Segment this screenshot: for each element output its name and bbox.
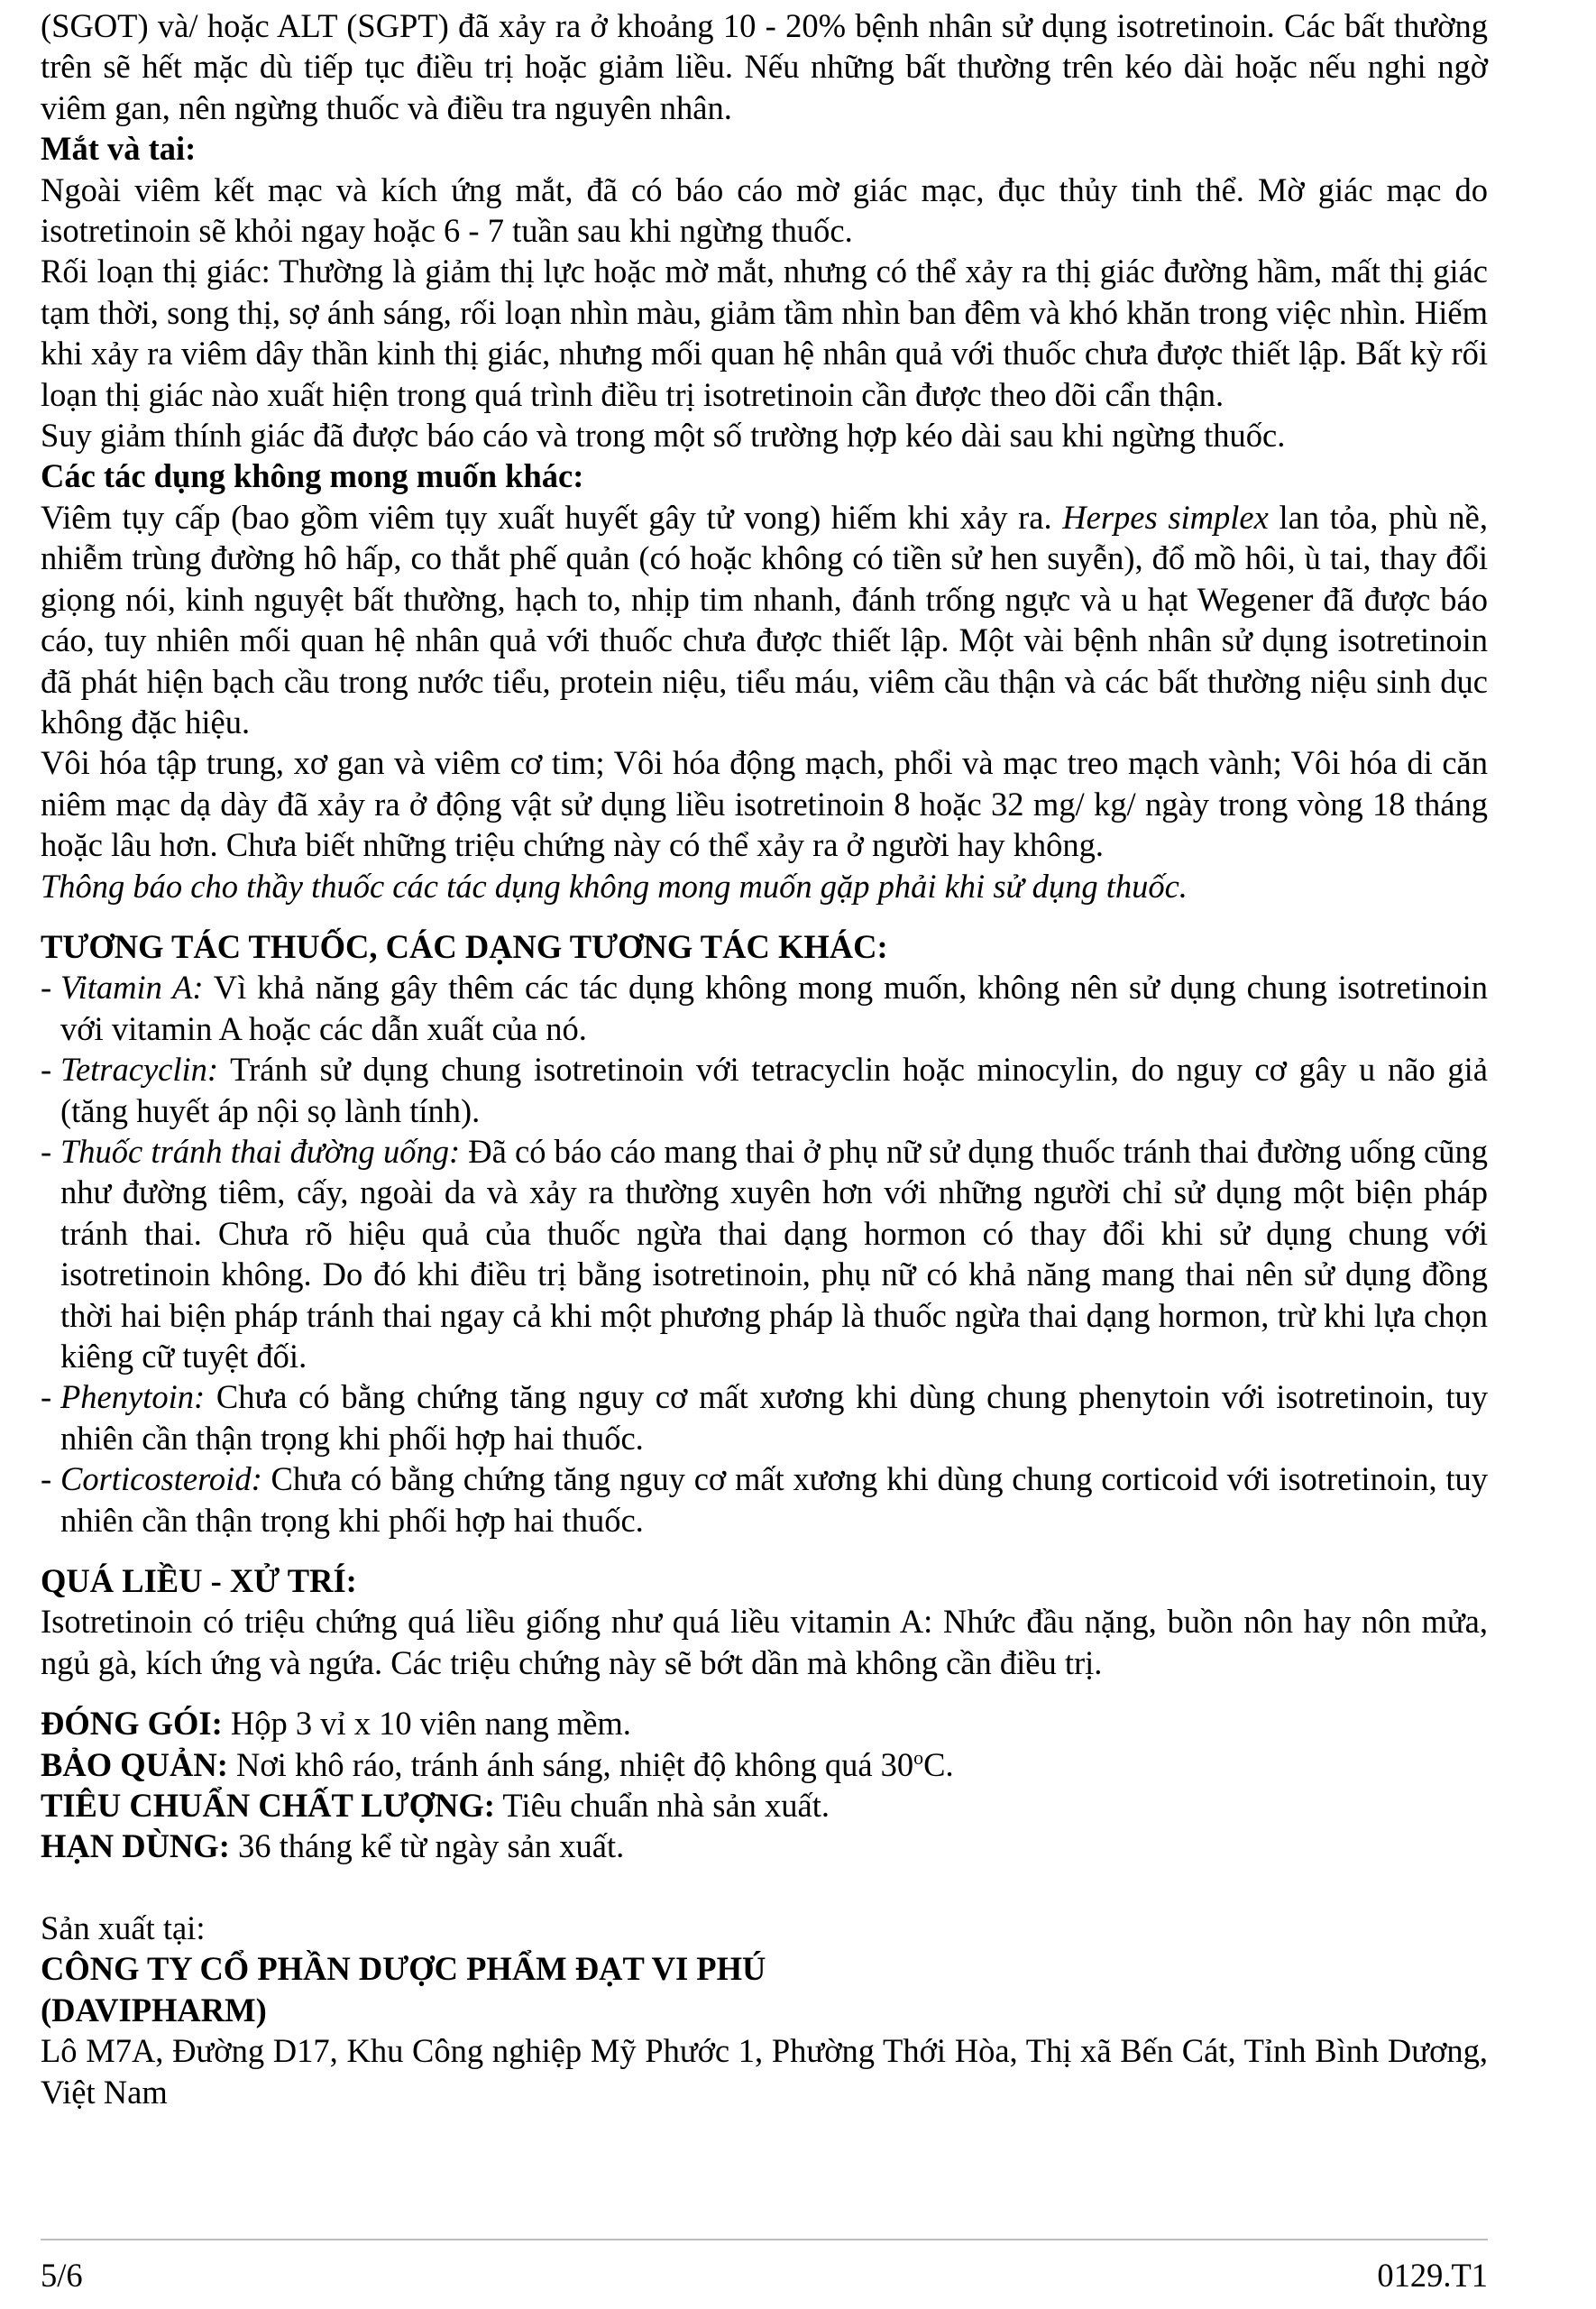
other-effects-paragraph-2: Vôi hóa tập trung, xơ gan và viêm cơ tim; Vôi hóa động mạch, phổi và mạc treo mạch vành; Vôi hóa di căn niêm mạc dạ dày đã xảy ra ở động vật sử dụng liều isotretinoin 8 hoặc 32 mg/ kg/ ngày trong vòng 18 tháng hoặc lâu hơn. Chưa biết những triệu chứng này có thể xảy ra ở người hay không. <box>41 744 1488 864</box>
eye-paragraph-1: Ngoài viêm kết mạc và kích ứng mắt, đã có báo cáo mờ giác mạc, đục thủy tinh thể. Mờ giác mạc do isotretinoin sẽ khỏi ngay hoặc 6 - 7 tuần sau khi ngừng thuốc. <box>41 170 1488 250</box>
eye-ear-heading: Mắt và tai: <box>41 130 197 168</box>
manufacturer-short-name: (DAVIPHARM) <box>41 1991 267 2028</box>
bullet-dash: - <box>41 1378 52 1416</box>
interaction-term: Phenytoin: <box>60 1378 206 1416</box>
overdose-heading: QUÁ LIỀU - XỬ TRÍ: <box>41 1562 357 1600</box>
bullet-dash: - <box>41 969 52 1007</box>
interaction-text: Vì khả năng gây thêm các tác dụng không mong muốn, không nên sử dụng chung isotretinoin với vitamin A hoặc các dẫn xuất của nó. <box>60 969 1488 1047</box>
storage-line <box>41 1744 1488 1785</box>
interaction-term: Thuốc tránh thai đường uống: <box>60 1132 461 1170</box>
other-effects-text-a: Viêm tụy cấp (bao gồm viêm tụy xuất huyết gây tử vong) hiếm khi xảy ra. <box>41 498 1063 536</box>
storage-value: Nơi khô ráo, tránh ánh sáng, nhiệt độ không quá 30 <box>227 1745 914 1783</box>
document-code: 0129.T1 <box>1377 2257 1488 2294</box>
bullet-dash: - <box>41 1460 52 1498</box>
expiry-line <box>41 1826 1488 1866</box>
standard-line <box>41 1785 1488 1826</box>
interaction-term: Tetracyclin: <box>60 1051 219 1089</box>
interaction-item <box>41 1049 1488 1131</box>
manufacturer-address: Lô M7A, Đường D17, Khu Công nghiệp Mỹ Phước 1, Phường Thới Hòa, Thị xã Bến Cát, Tỉnh Bình Dương, Việt Nam <box>41 2032 1488 2111</box>
manufacturer-name: CÔNG TY CỔ PHẦN DƯỢC PHẨM ĐẠT VI PHÚ <box>41 1950 766 1988</box>
page-footer <box>41 2255 1488 2295</box>
standard-value: Tiêu chuẩn nhà sản xuất. <box>494 1787 830 1825</box>
interaction-text: Đã có báo cáo mang thai ở phụ nữ sử dụng thuốc tránh thai đường uống cũng như đường tiêm, cấy, ngoài da và xảy ra thường xuyên hơn với những người chỉ sử dụng một biện pháp tránh thai. Chưa rõ hiệu quả của thuốc ngừa thai dạng hormon có thay đổi khi sử dụng chung với isotretinoin không. Do đó khi điều trị bằng isotretinoin, phụ nữ có khả năng mang thai nên sử dụng đồng thời hai biện pháp tránh thai ngay cả khi một phương pháp là thuốc ngừa thai dạng hormon, trừ khi lựa chọn kiêng cữ tuyệt đối. <box>60 1132 1488 1375</box>
standard-label: TIÊU CHUẨN CHẤT LƯỢNG: <box>41 1787 495 1825</box>
eye-paragraph-3: Suy giảm thính giác đã được báo cáo và trong một số trường hợp kéo dài sau khi ngừng thuốc. <box>41 417 1286 455</box>
storage-label: BẢO QUẢN: <box>41 1745 228 1783</box>
liver-continuation-text: (SGOT) và/ hoặc ALT (SGPT) đã xảy ra ở khoảng 10 - 20% bệnh nhân sử dụng isotretinoin. Các bất thường trên sẽ hết mặc dù tiếp tục điều trị hoặc giảm liều. Nếu những bất thường trên kéo dài hoặc nếu nghi ngờ viêm gan, nên ngừng thuốc và điều tra nguyên nhân. <box>41 7 1488 126</box>
expiry-value: 36 tháng kể từ ngày sản xuất. <box>229 1827 625 1865</box>
interaction-item <box>41 1376 1488 1458</box>
interaction-item <box>41 1458 1488 1541</box>
interaction-item <box>41 1131 1488 1376</box>
interactions-list <box>41 967 1488 1541</box>
expiry-label: HẠN DÙNG: <box>41 1827 230 1865</box>
interaction-item <box>41 967 1488 1049</box>
interactions-heading: TƯƠNG TÁC THUỐC, CÁC DẠNG TƯƠNG TÁC KHÁC: <box>41 927 888 965</box>
eye-paragraph-2: Rối loạn thị giác: Thường là giảm thị lực hoặc mờ mắt, nhưng có thể xảy ra thị giác đường hầm, mất thị giác tạm thời, song thị, sợ ánh sáng, rối loạn nhìn màu, giảm tầm nhìn ban đêm và khó khăn trong việc nhìn. Hiếm khi xảy ra viêm dây thần kinh thị giác, nhưng mối quan hệ nhân quả với thuốc chưa được thiết lập. Bất kỳ rối loạn thị giác nào xuất hiện trong quá trình điều trị isotretinoin cần được theo dõi cẩn thận. <box>41 253 1488 413</box>
storage-value-end: C. <box>923 1745 954 1783</box>
other-effects-paragraph-1 <box>41 497 1488 742</box>
interaction-term: Vitamin A: <box>60 969 204 1007</box>
other-effects-heading: Các tác dụng không mong muốn khác: <box>41 457 584 495</box>
herpes-simplex-term: Herpes simplex <box>1062 498 1269 536</box>
other-effects-text-b: lan tỏa, phù nề, nhiễm trùng đường hô hấp, co thắt phế quản (có hoặc không có tiền sử hen suyễn), đổ mồ hôi, ù tai, thay đổi giọng nói, kinh nguyệt bất thường, hạch to, nhịp tim nhanh, đánh trống ngực và u hạt Wegener đã được báo cáo, tuy nhiên mối quan hệ nhân quả với thuốc chưa được thiết lập. Một vài bệnh nhân sử dụng isotretinoin đã phát hiện bạch cầu trong nước tiểu, protein niệu, tiểu máu, viêm cầu thận và các bất thường niệu sinh dục không đặc hiệu. <box>41 498 1489 741</box>
document-page <box>41 5 1488 2112</box>
footer-divider <box>41 2239 1488 2240</box>
degree-superscript: o <box>913 1745 924 1769</box>
overdose-text: Isotretinoin có triệu chứng quá liều giống như quá liều vitamin A: Nhức đầu nặng, buồn nôn hay nôn mửa, ngủ gà, kích ứng và ngứa. Các triệu chứng này sẽ bớt dần mà không cần điều trị. <box>41 1603 1488 1681</box>
notice-to-physician: Thông báo cho thầy thuốc các tác dụng không mong muốn gặp phải khi sử dụng thuốc. <box>41 867 1188 905</box>
bullet-dash: - <box>41 1132 52 1170</box>
packaging-line <box>41 1703 1488 1743</box>
interaction-text: Chưa có bằng chứng tăng nguy cơ mất xương khi dùng chung corticoid với isotretinoin, tuy nhiên cần thận trọng khi phối hợp hai thuốc. <box>60 1460 1488 1539</box>
packaging-value: Hộp 3 vỉ x 10 viên nang mềm. <box>222 1705 631 1743</box>
interaction-term: Corticosteroid: <box>60 1460 262 1498</box>
interaction-text: Chưa có bằng chứng tăng nguy cơ mất xương khi dùng chung phenytoin với isotretinoin, tuy nhiên cần thận trọng khi phối hợp hai thuốc. <box>60 1378 1488 1457</box>
bullet-dash: - <box>41 1051 52 1089</box>
interaction-text: Tránh sử dụng chung isotretinoin với tetracyclin hoặc minocylin, do nguy cơ gây u não giả (tăng huyết áp nội sọ lành tính). <box>60 1051 1488 1129</box>
packaging-label: ĐÓNG GÓI: <box>41 1705 223 1743</box>
manufacturer-intro: Sản xuất tại: <box>41 1909 206 1946</box>
page-number: 5/6 <box>41 2257 83 2294</box>
